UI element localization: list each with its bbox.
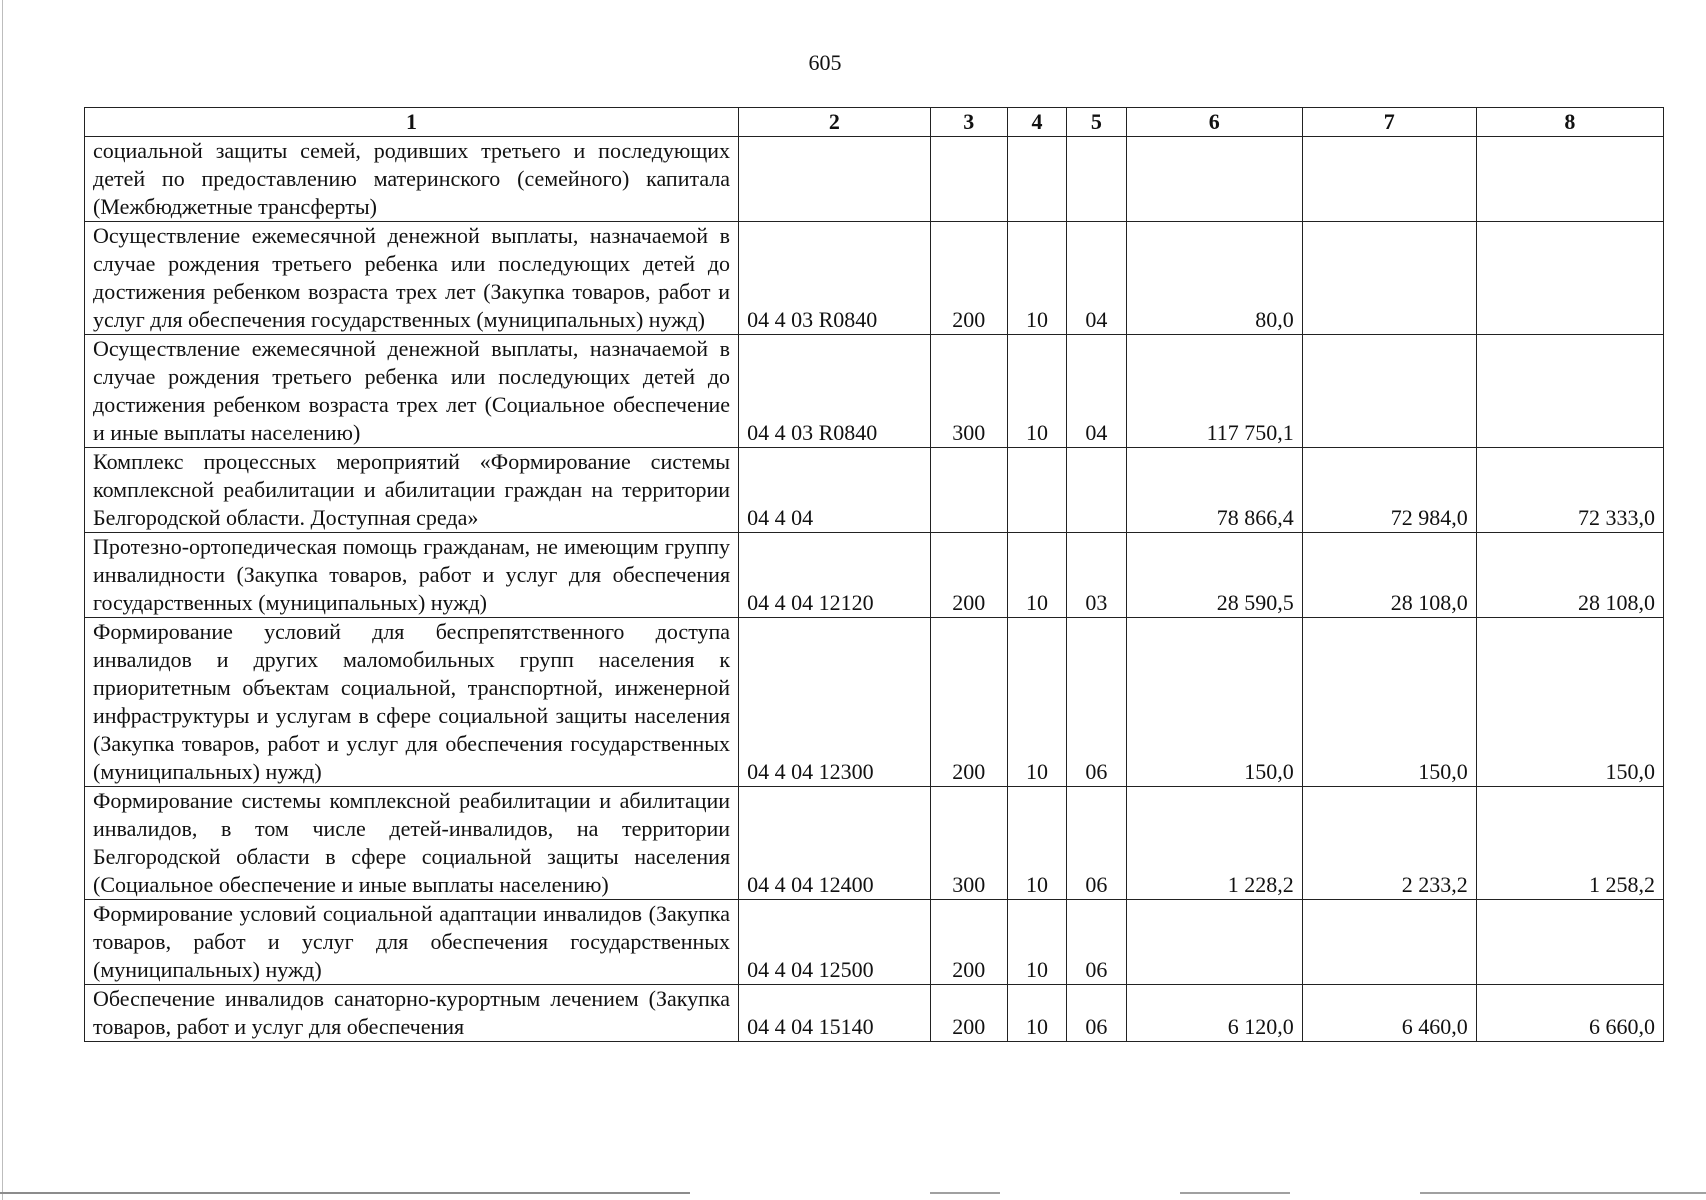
scan-bottom-edge (0, 1192, 690, 1194)
page-number: 605 (808, 50, 842, 75)
row-amount-col8: 150,0 (1476, 618, 1663, 787)
row-target-article: 04 4 04 15140 (739, 985, 931, 1042)
budget-table (84, 107, 1664, 1042)
row-amount-col8: 28 108,0 (1476, 533, 1663, 618)
row-subsection (1067, 137, 1126, 222)
table-row (85, 985, 1664, 1042)
row-amount-col6 (1126, 137, 1302, 222)
row-amount-col8 (1476, 900, 1663, 985)
header-col-8: 8 (1476, 108, 1663, 137)
row-amount-col7 (1302, 900, 1476, 985)
row-section: 10 (1007, 787, 1066, 900)
header-col-1: 1 (85, 108, 739, 137)
row-target-article: 04 4 04 12300 (739, 618, 931, 787)
row-name: Комплекс процессных мероприятий «Формирование системы комплексной реабилитации и абилитации граждан на территории Белгородской области. Доступная среда» (85, 448, 739, 533)
row-expense-type: 300 (930, 335, 1007, 448)
row-subsection: 06 (1067, 900, 1126, 985)
row-subsection: 06 (1067, 618, 1126, 787)
row-subsection (1067, 448, 1126, 533)
row-subsection: 06 (1067, 787, 1126, 900)
row-amount-col6: 80,0 (1126, 222, 1302, 335)
row-section (1007, 137, 1066, 222)
header-col-7: 7 (1302, 108, 1476, 137)
row-target-article: 04 4 04 12500 (739, 900, 931, 985)
header-col-3: 3 (930, 108, 1007, 137)
row-target-article: 04 4 03 R0840 (739, 335, 931, 448)
row-amount-col7 (1302, 335, 1476, 448)
row-section: 10 (1007, 222, 1066, 335)
header-row (85, 108, 1664, 137)
row-section: 10 (1007, 618, 1066, 787)
row-section: 10 (1007, 985, 1066, 1042)
row-amount-col6: 78 866,4 (1126, 448, 1302, 533)
scan-left-edge (2, 0, 3, 1200)
row-amount-col8 (1476, 137, 1663, 222)
row-expense-type (930, 137, 1007, 222)
row-subsection: 04 (1067, 335, 1126, 448)
row-section: 10 (1007, 335, 1066, 448)
table-row (85, 618, 1664, 787)
row-amount-col7: 6 460,0 (1302, 985, 1476, 1042)
row-amount-col6: 28 590,5 (1126, 533, 1302, 618)
scan-bottom-edge (1420, 1192, 1706, 1194)
row-expense-type: 200 (930, 618, 1007, 787)
row-expense-type: 200 (930, 222, 1007, 335)
row-amount-col6: 6 120,0 (1126, 985, 1302, 1042)
table-row (85, 222, 1664, 335)
row-amount-col8: 72 333,0 (1476, 448, 1663, 533)
row-name: Формирование условий для беспрепятственного доступа инвалидов и других маломобильных групп населения к приоритетным объектам социальной, транспортной, инженерной инфраструктуры и услугам в сфере социальной защиты населения (Закупка товаров, работ и услуг для обеспечения государственных (муниципальных) нужд) (85, 618, 739, 787)
row-section: 10 (1007, 533, 1066, 618)
table-row (85, 787, 1664, 900)
header-col-4: 4 (1007, 108, 1066, 137)
row-expense-type (930, 448, 1007, 533)
row-name: Формирование системы комплексной реабилитации и абилитации инвалидов, в том числе детей-инвалидов, на территории Белгородской области в сфере социальной защиты населения (Социальное обеспечение и иные выплаты населению) (85, 787, 739, 900)
row-amount-col6 (1126, 900, 1302, 985)
row-amount-col7: 150,0 (1302, 618, 1476, 787)
row-amount-col7: 28 108,0 (1302, 533, 1476, 618)
row-name: Осуществление ежемесячной денежной выплаты, назначаемой в случае рождения третьего ребенка или последующих детей до достижения ребенком возраста трех лет (Закупка товаров, работ и услуг для обеспечения государственных (муниципальных) нужд) (85, 222, 739, 335)
row-amount-col7 (1302, 222, 1476, 335)
row-name: Осуществление ежемесячной денежной выплаты, назначаемой в случае рождения третьего ребенка или последующих детей до достижения ребенком возраста трех лет (Социальное обеспечение и иные выплаты населению) (85, 335, 739, 448)
row-target-article: 04 4 04 12400 (739, 787, 931, 900)
row-amount-col6: 117 750,1 (1126, 335, 1302, 448)
row-amount-col8: 1 258,2 (1476, 787, 1663, 900)
row-amount-col7 (1302, 137, 1476, 222)
header-col-2: 2 (739, 108, 931, 137)
row-name: Обеспечение инвалидов санаторно-курортным лечением (Закупка товаров, работ и услуг для обеспечения (85, 985, 739, 1042)
table-row (85, 137, 1664, 222)
scan-bottom-edge (930, 1192, 1000, 1194)
row-target-article: 04 4 04 12120 (739, 533, 931, 618)
row-name: социальной защиты семей, родивших третьего и последующих детей по предоставлению материнского (семейного) капитала (Межбюджетные трансферты) (85, 137, 739, 222)
row-subsection: 03 (1067, 533, 1126, 618)
scan-bottom-edge (1180, 1192, 1290, 1194)
row-target-article: 04 4 03 R0840 (739, 222, 931, 335)
row-amount-col7: 2 233,2 (1302, 787, 1476, 900)
table-row (85, 533, 1664, 618)
row-name: Формирование условий социальной адаптации инвалидов (Закупка товаров, работ и услуг для обеспечения государственных (муниципальных) нужд) (85, 900, 739, 985)
row-expense-type: 200 (930, 900, 1007, 985)
row-amount-col8 (1476, 222, 1663, 335)
row-subsection: 04 (1067, 222, 1126, 335)
row-amount-col6: 1 228,2 (1126, 787, 1302, 900)
row-amount-col8 (1476, 335, 1663, 448)
row-subsection: 06 (1067, 985, 1126, 1042)
row-expense-type: 200 (930, 533, 1007, 618)
table-row (85, 900, 1664, 985)
row-amount-col7: 72 984,0 (1302, 448, 1476, 533)
row-amount-col8: 6 660,0 (1476, 985, 1663, 1042)
row-target-article (739, 137, 931, 222)
table-row (85, 335, 1664, 448)
row-expense-type: 300 (930, 787, 1007, 900)
row-section (1007, 448, 1066, 533)
row-expense-type: 200 (930, 985, 1007, 1042)
header-col-5: 5 (1067, 108, 1126, 137)
table-row (85, 448, 1664, 533)
row-amount-col6: 150,0 (1126, 618, 1302, 787)
header-col-6: 6 (1126, 108, 1302, 137)
row-section: 10 (1007, 900, 1066, 985)
row-name: Протезно-ортопедическая помощь гражданам, не имеющим группу инвалидности (Закупка товаров, работ и услуг для обеспечения государственных (муниципальных) нужд) (85, 533, 739, 618)
row-target-article: 04 4 04 (739, 448, 931, 533)
